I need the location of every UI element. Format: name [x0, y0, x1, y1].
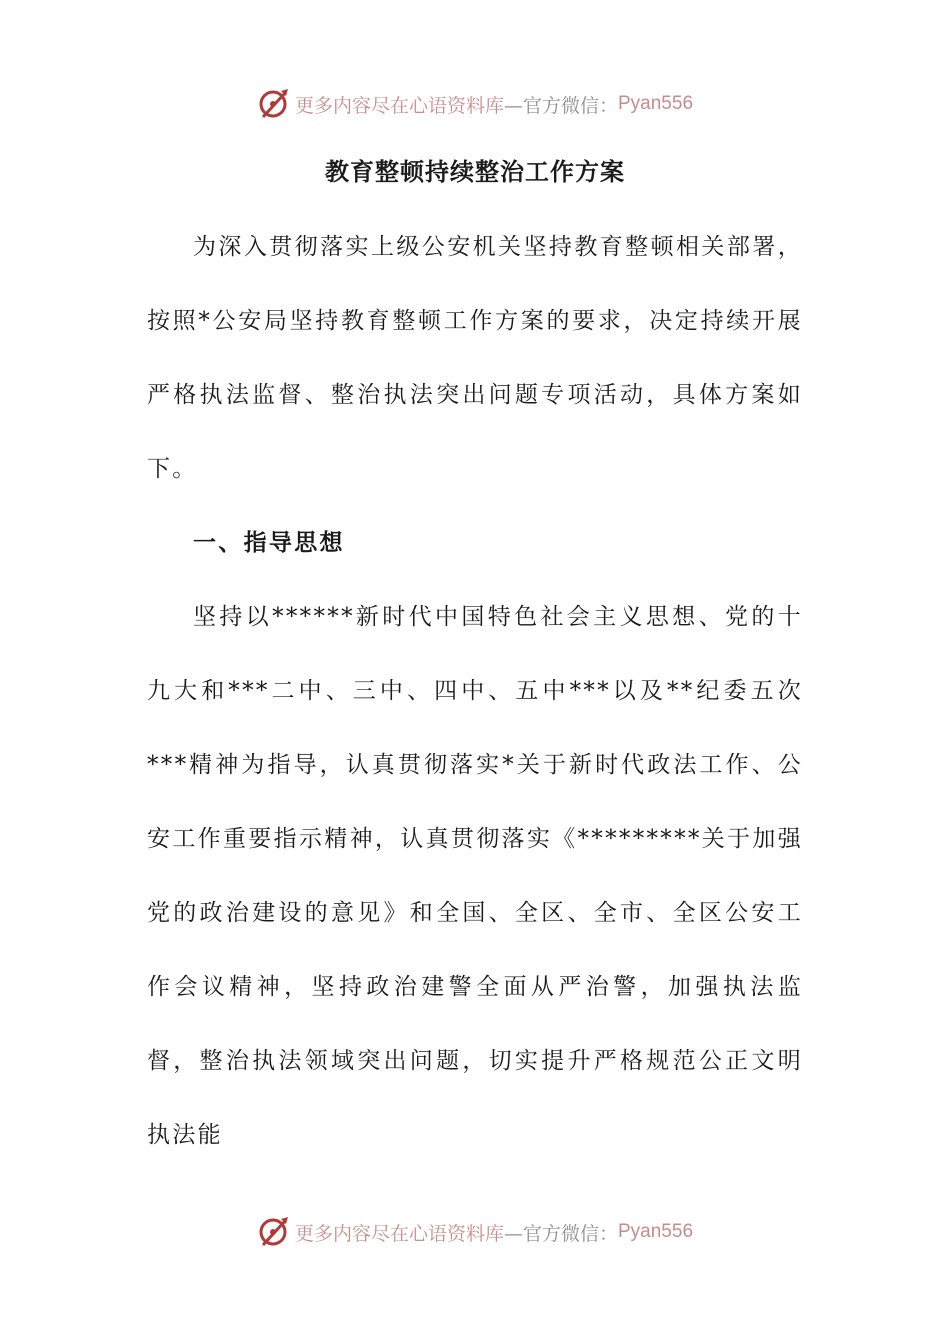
banner-separator-text: —官方微信：	[503, 1222, 618, 1245]
banner-wechat-id: Pyan556	[618, 93, 694, 114]
banner-wechat-id: Pyan556	[618, 1221, 694, 1242]
pen-logo-icon	[257, 1215, 291, 1249]
banner-site-text: 更多内容尽在心语资料库	[294, 1222, 504, 1245]
intro-paragraph: 为深入贯彻落实上级公安机关坚持教育整顿相关部署，按照*公安局坚持教育整顿工作方案的要求，决定持续开展严格执法监督、整治执法突出问题专项活动，具体方案如下。	[147, 234, 803, 482]
document-body	[147, 210, 803, 1172]
pen-logo-icon	[257, 87, 291, 121]
footer-banner	[0, 1212, 950, 1252]
banner-separator-text: —官方微信：	[503, 94, 618, 117]
section-paragraph-guiding-ideology: 坚持以******新时代中国特色社会主义思想、党的十九大和***二中、三中、四中、五中***以及**纪委五次***精神为指导，认真贯彻落实*关于新时代政法工作、公安工作重要指示精神，认真贯彻落实《*********关于加强党的政治建设的意见》和全国、全区、全市、全区公安工作会议精神，坚持政治建警全面从严治警，加强执法监督，整治执法领域突出问题，切实提升严格规范公正文明执法能	[147, 604, 803, 1148]
header-banner	[0, 84, 950, 124]
document-title: 教育整顿持续整治工作方案	[325, 157, 625, 186]
section-heading-guiding-ideology: 一、指导思想	[193, 529, 345, 556]
banner-site-text: 更多内容尽在心语资料库	[294, 94, 504, 117]
